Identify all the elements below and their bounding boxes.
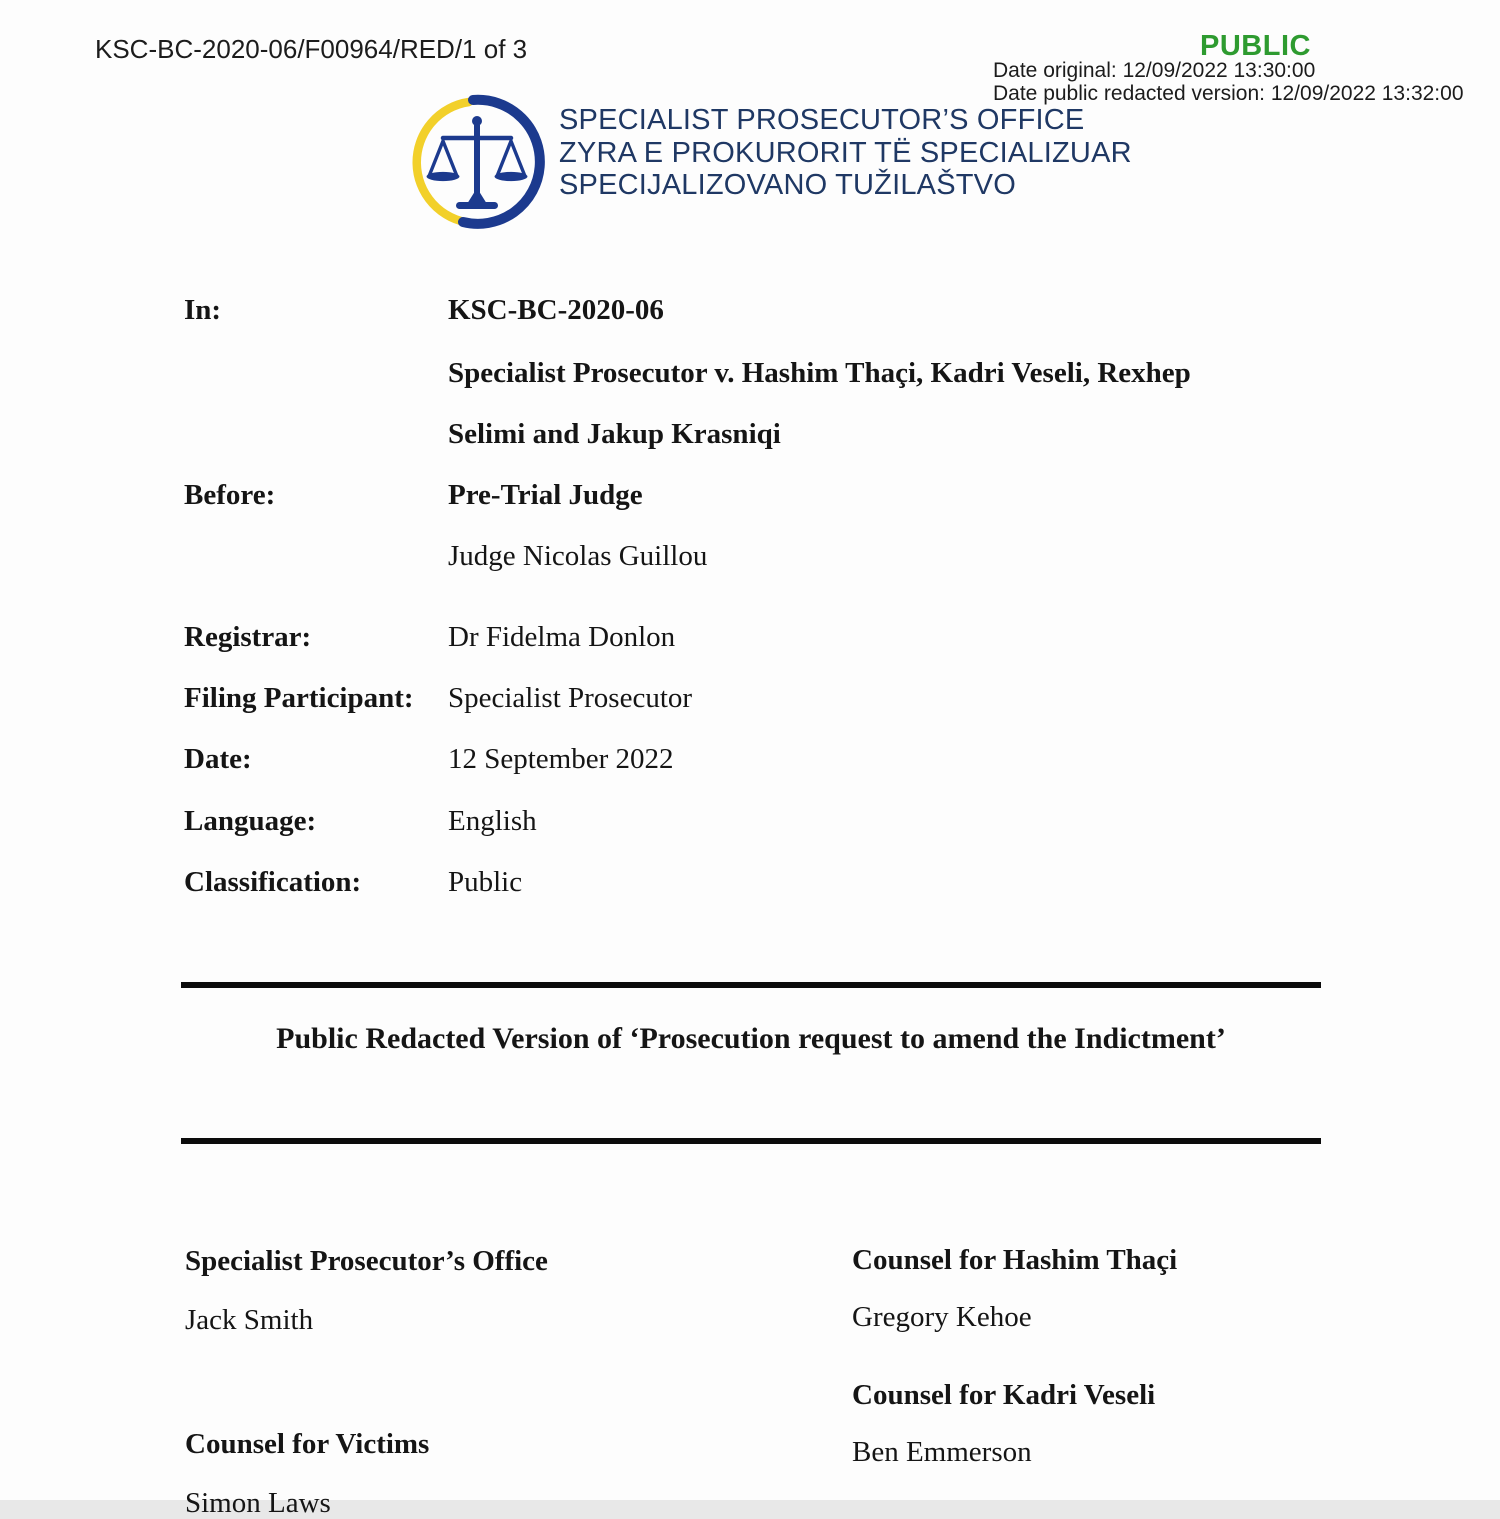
case-name-line2: Selimi and Jakup Krasniqi (448, 418, 781, 450)
logo-line-english: SPECIALIST PROSECUTOR’S OFFICE (559, 104, 1085, 136)
case-row-date (184, 743, 1420, 775)
before-label: Before: (184, 479, 276, 511)
case-row-registrar (184, 621, 1420, 653)
horizontal-rule-bottom (181, 1138, 1321, 1144)
case-row-in (184, 294, 1420, 326)
document-title: Public Redacted Version of ‘Prosecution request to amend the Indictment’ (276, 1022, 1226, 1055)
document-reference: KSC-BC-2020-06/F00964/RED/1 of 3 (95, 34, 528, 64)
date-public-redacted-version: Date public redacted version: 12/09/2022 13:32:00 (993, 81, 1464, 105)
counsel-for-thaci-name: Gregory Kehoe (852, 1301, 1032, 1333)
language-label: Language: (184, 805, 317, 837)
case-name-line1: Specialist Prosecutor v. Hashim Thaçi, Kadri Veseli, Rexhep (448, 357, 1191, 389)
classification-banner: PUBLIC (1200, 30, 1311, 62)
counsel-for-thaci-heading: Counsel for Hashim Thaçi (852, 1244, 1178, 1276)
counsel-for-veseli-name: Ben Emmerson (852, 1436, 1032, 1468)
case-row-filing-participant (184, 682, 1420, 714)
header-dates (993, 60, 1464, 105)
before-value: Pre-Trial Judge (448, 479, 643, 511)
classification-value: Public (448, 866, 523, 898)
classification-label: Classification: (184, 866, 362, 898)
counsel-for-veseli-heading: Counsel for Kadri Veseli (852, 1379, 1156, 1411)
logo-line-albanian: ZYRA E PROKURORIT TË SPECIALIZUAR (559, 136, 1132, 169)
counsel-for-victims-name: Simon Laws (185, 1487, 331, 1519)
registrar-name: Dr Fidelma Donlon (448, 621, 676, 653)
in-label: In: (184, 294, 222, 326)
language-value: English (448, 805, 537, 837)
scales-of-justice-icon (407, 92, 547, 232)
filing-participant-value: Specialist Prosecutor (448, 682, 693, 714)
case-number: KSC-BC-2020-06 (448, 294, 664, 326)
registrar-label: Registrar: (184, 621, 312, 653)
spo-logo-text (559, 104, 1132, 202)
counsel-for-victims-heading: Counsel for Victims (185, 1428, 430, 1460)
date-original: Date original: 12/09/2022 13:30:00 (993, 59, 1316, 82)
case-row-language (184, 805, 1420, 837)
spo-heading: Specialist Prosecutor’s Office (185, 1245, 548, 1277)
case-row-before (184, 479, 1420, 511)
logo-line-serbian: SPECIJALIZOVANO TUŽILAŠTVO (559, 169, 1016, 201)
filing-participant-label: Filing Participant: (184, 682, 414, 714)
spo-name: Jack Smith (185, 1304, 314, 1336)
horizontal-rule-top (181, 982, 1321, 988)
date-value: 12 September 2022 (448, 743, 674, 775)
case-row-classification (184, 866, 1420, 898)
date-label: Date: (184, 743, 252, 775)
judge-name: Judge Nicolas Guillou (448, 540, 708, 572)
